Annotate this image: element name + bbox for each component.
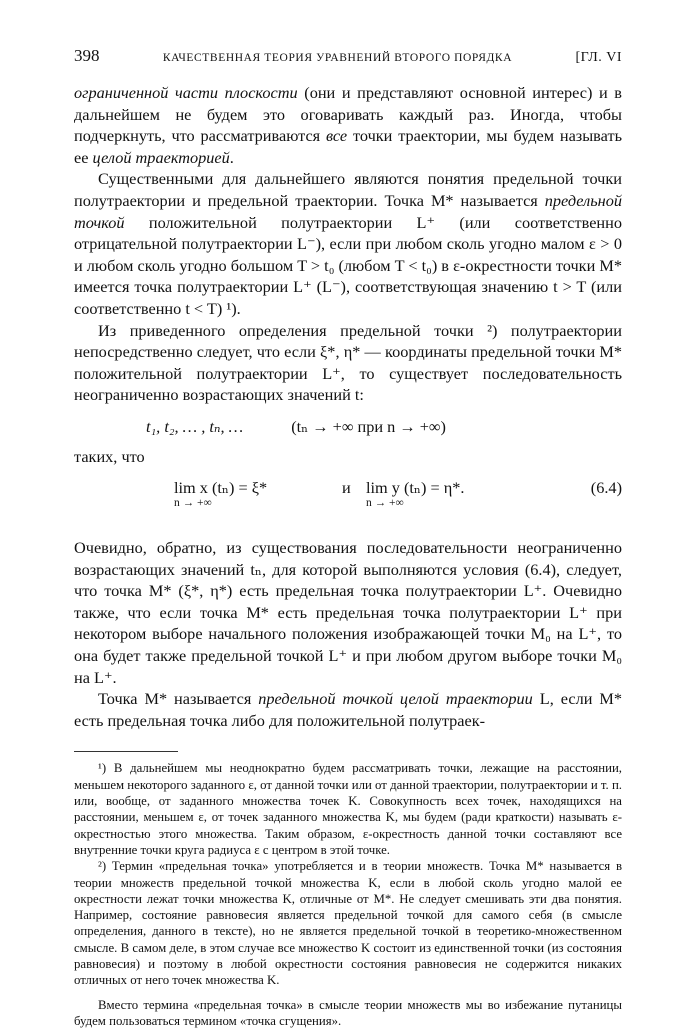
limit-y-sub: n → +∞: [366, 496, 404, 509]
text: положительной полутраектории L⁺ (или соответственно отрицательной полутраектории L⁻), если при любом сколь угодно малом ε > 0 и любом сколь угодно большом T > t₀ (любом T < t₀) в ε-окрестности точки M* имеется точка полутраектории L⁺ (L⁻), соответствующая значению t > T (или соответственно t < T) ¹).: [74, 212, 622, 318]
footnote-1: ¹) В дальнейшем мы неоднократно будем рассматривать точки, лежащие на расстоянии, меньшем некоторого заданного ε, от данной точки или от данной траектории, полутраектории и т. п. или, вообще, от заданного множества точек K. Совокупность всех точек, находящихся на расстоянии, меньшем ε, от точек заданного множества K, мы будем (ради краткости) называть ε-окрестностью этого множества. Таким образом, ε-окрестность данной точки составляют все внутренние точки круга радиуса ε с центром в этой точке.: [74, 761, 622, 857]
text: (они и представляют основной интерес) и в дальнейшем не будем это оговаривать каждый раз. Иногда, чтобы подчеркнуть, что рассматриваются: [74, 83, 622, 146]
footnote-2-continuation: Вместо термина «предельная точка» в смысле теории множеств мы во избежание путаницы будем пользоваться термином «точка сгущения».: [74, 997, 622, 1028]
lead-text: таких, что: [74, 446, 145, 466]
paragraph-1: [74, 82, 622, 168]
emphasis: ограниченной части плоскости: [74, 83, 298, 102]
footnote-2: ²) Термин «предельная точка» употребляется и в теории множеств. Точка M* называется в теории множеств предельной точкой множества K, если в любой сколь угодно малой ее окрестности лежат точки множества K, отличные от M*. Не следует смешивать эти два понятия. Например, состояние равновесия является предельной точкой для самого себя (в смысле определения, данного в тексте), но не является предельной точкой в теоретико-множественном смысле. В самом деле, в этом случае все множество K состоит из единственной точки (из состояния равновесия) и поэтому в любой окрестности состояния равновесия не содержится никаких отличных от него точек множества K.: [74, 859, 622, 988]
equation-number: (6.4): [590, 478, 622, 498]
footnote-divider: [74, 751, 178, 752]
text: .: [229, 147, 234, 167]
emphasis: все: [326, 126, 348, 146]
limit-formula: [74, 477, 622, 529]
limit-x: [174, 477, 267, 510]
page: [74, 46, 622, 1029]
text: Точка M* называется: [98, 689, 259, 709]
limit-x-sub: n → +∞: [174, 496, 212, 509]
text: точки траектории, мы будем называть ее: [74, 126, 622, 167]
paragraph-4: Очевидно, обратно, из существования последовательности неограниченно возрастающих значений tₙ, для которой выполняются условия (6.4), следует, что точка M* (ξ*, η*) есть предельная точка полутраектории L⁺. Очевидно также, что если точка M* есть предельная точка полутраектории L⁺ при некотором выборе начального положения изображающей точки M₀ на L⁺, то она будет также предельной точкой L⁺ и при любом другом выборе точки M₀ на L⁺.: [74, 538, 622, 687]
paragraph-5: [74, 688, 622, 731]
emphasis: предельной точкой: [74, 190, 622, 232]
limit-x-expr: lim x (tₙ) = ξ*: [174, 478, 268, 498]
sequence: t₁, t₂, … , tₙ, …: [146, 416, 244, 436]
sequence-condition: (tₙ → +∞ при n → +∞): [291, 416, 446, 436]
emphasis: целой траекторией: [92, 147, 230, 167]
text: L, если M* есть предельная точка либо для положительной полутраек-: [74, 689, 622, 730]
page-number: 398: [74, 46, 100, 65]
limit-and: и: [342, 478, 351, 498]
limit-y: [366, 477, 464, 510]
running-title: КАЧЕСТВЕННАЯ ТЕОРИЯ УРАВНЕНИЙ ВТОРОГО ПОРЯДКА: [162, 52, 513, 64]
emphasis: предельной точкой целой траектории: [258, 689, 533, 709]
chapter-label: [ГЛ. VI: [575, 50, 622, 65]
limit-y-expr: lim y (tₙ) = η*.: [366, 478, 465, 498]
paragraph-3: Из приведенного определения предельной точки ²) полутраектории непосредственно следует, что если ξ*, η* — координаты предельной точки M* положительной полутраектории L⁺, то существует последовательность неограниченно возрастающих значений t:: [74, 320, 622, 405]
page-header: [74, 46, 622, 66]
paragraph-2: [74, 168, 622, 319]
text: Существенными для дальнейшего являются понятия предельной точки полутраектории и предельной траектории. Точка M* называется: [74, 169, 622, 210]
sequence-formula: [74, 416, 622, 438]
